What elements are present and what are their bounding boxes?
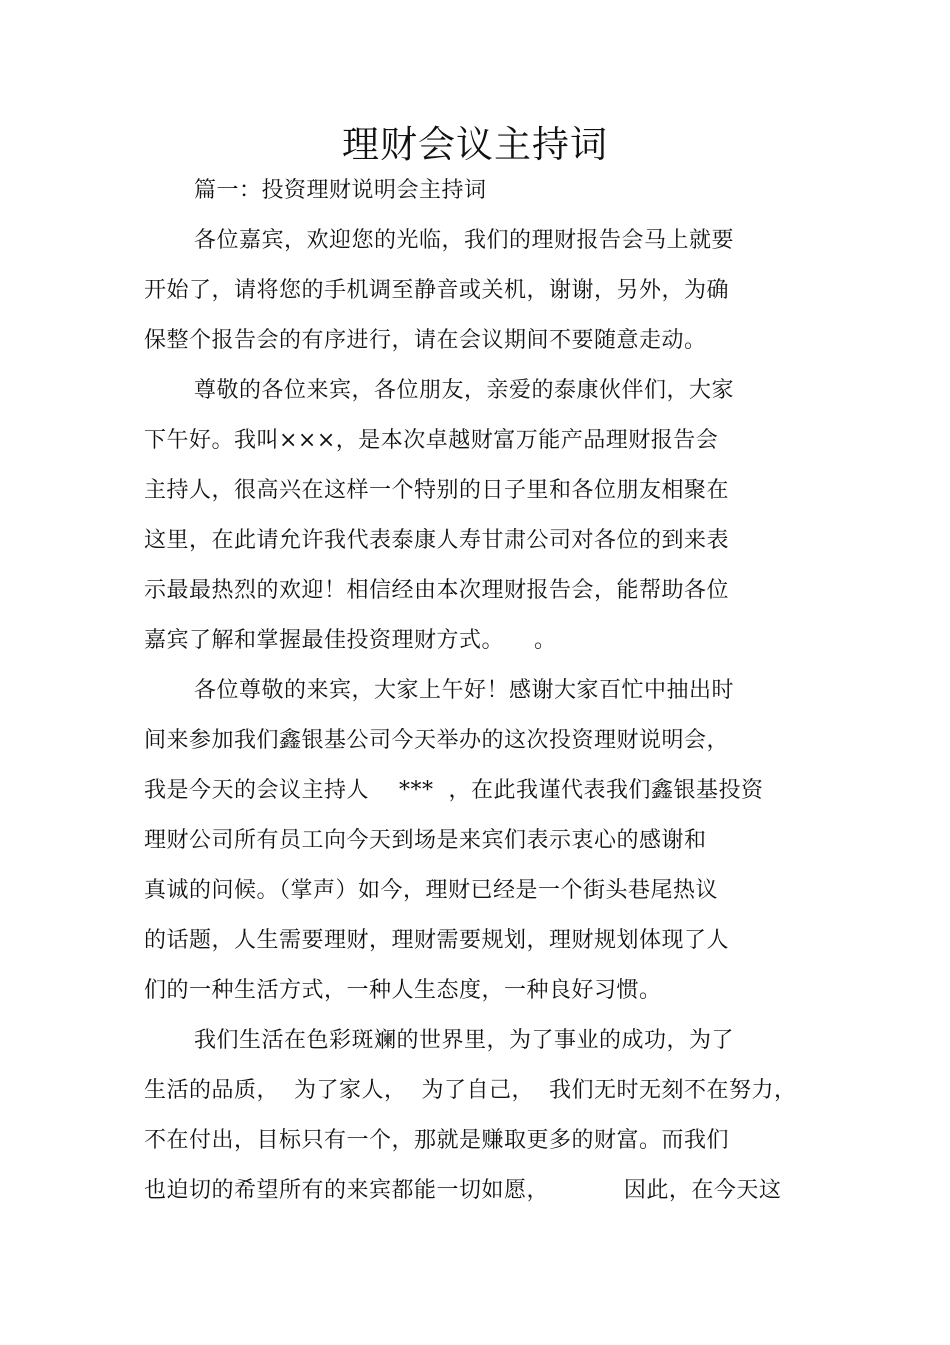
text-line: 不在付出，目标只有一个，那就是赚取更多的财富。而我们 (144, 1128, 730, 1153)
text-line: 下午好。我叫×××，是本次卓越财富万能产品理财报告会 (144, 428, 719, 453)
text-line: 也迫切的希望所有的来宾都能一切如愿， 因此，在今天这 (144, 1178, 782, 1203)
text-line: 保整个报告会的有序进行，请在会议期间不要随意走动。 (144, 328, 707, 353)
text-line: 生活的品质， 为了家人， 为了自己， 我们无时无刻不在努力， (144, 1078, 797, 1103)
text-line: 真诚的问候。（掌声）如今，理财已经是一个街头巷尾热议 (144, 878, 719, 903)
text-line: 这里，在此请允许我代表泰康人寿甘肃公司对各位的到来表 (144, 528, 730, 553)
document-title: 理财会议主持词 (342, 123, 608, 166)
text-line: 间来参加我们鑫银基公司今天举办的这次投资理财说明会， (144, 728, 730, 753)
text-line: 开始了，请将您的手机调至静音或关机，谢谢，另外，为确 (144, 278, 730, 303)
text-line: 我们生活在色彩斑斓的世界里，为了事业的成功，为了 (194, 1028, 735, 1053)
text-line: 嘉宾了解和掌握最佳投资理财方式。 。 (144, 628, 557, 653)
text-line: 的话题，人生需要理财，理财需要规划，理财规划体现了人 (144, 928, 730, 953)
text-line: 理财公司所有员工向今天到场是来宾们表示衷心的感谢和 (144, 828, 707, 853)
text-line: 我是今天的会议主持人 *** ，在此我谨代表我们鑫银基投资 (144, 778, 764, 803)
text-line: 主持人，很高兴在这样一个特别的日子里和各位朋友相聚在 (144, 478, 730, 503)
text-line: 们的一种生活方式，一种人生态度，一种良好习惯。 (144, 978, 662, 1003)
text-line: 各位尊敬的来宾，大家上午好！感谢大家百忙中抽出时 (194, 678, 735, 703)
section-heading: 篇一：投资理财说明会主持词 (194, 178, 487, 203)
text-line: 尊敬的各位来宾，各位朋友，亲爱的泰康伙伴们，大家 (194, 378, 735, 403)
text-line: 示最最热烈的欢迎！相信经由本次理财报告会，能帮助各位 (144, 578, 730, 603)
text-line: 各位嘉宾，欢迎您的光临，我们的理财报告会马上就要 (194, 228, 735, 253)
